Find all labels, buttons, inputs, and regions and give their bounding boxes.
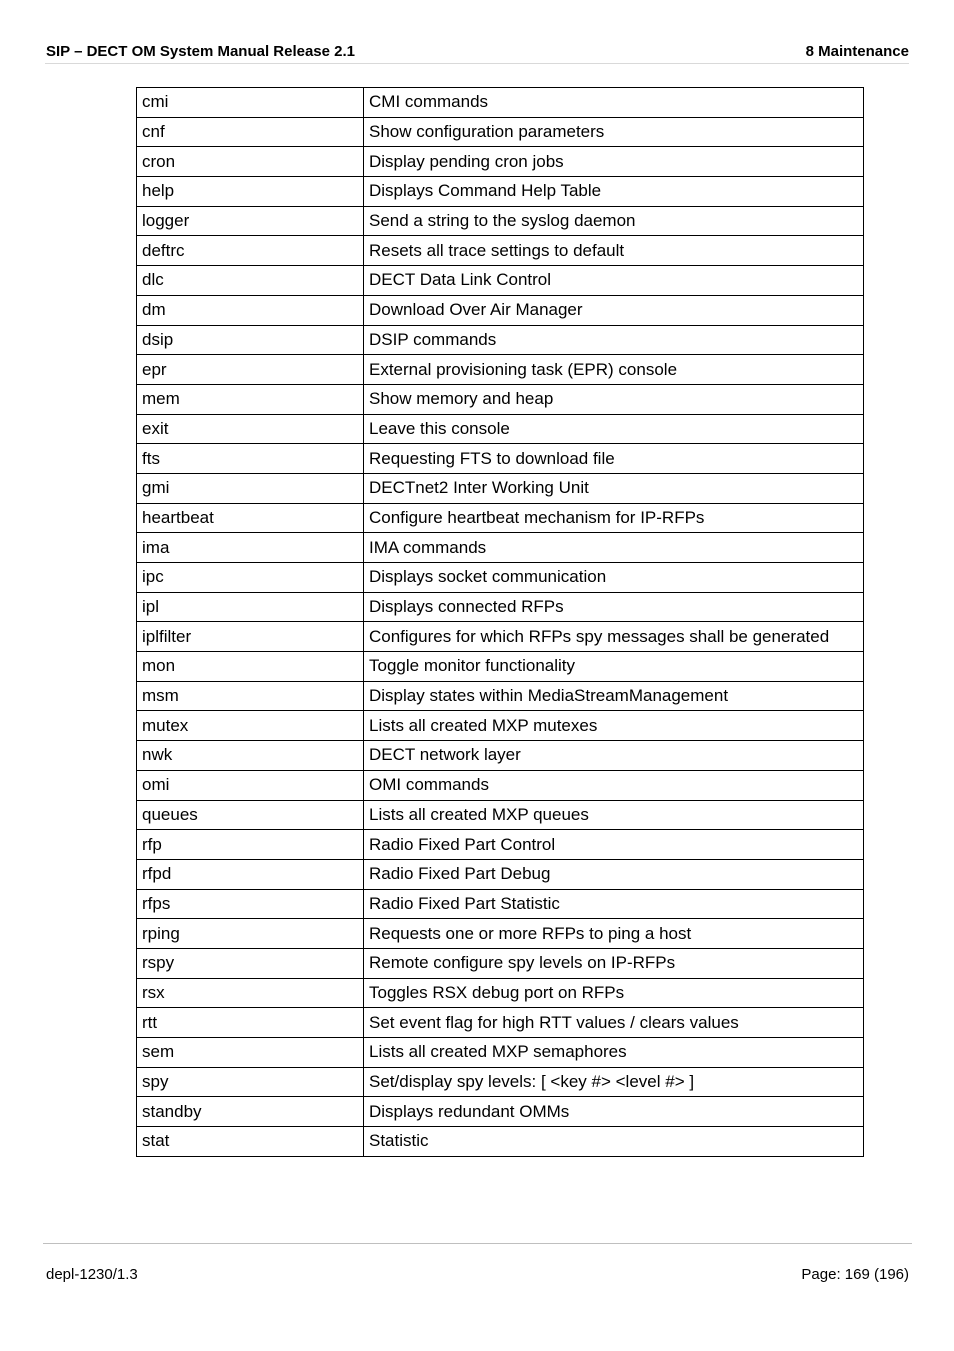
- table-row: [137, 652, 864, 682]
- table-row: [137, 681, 864, 711]
- table-row: [137, 117, 864, 147]
- command-name-cell: msm: [137, 681, 364, 711]
- command-description-cell: DECTnet2 Inter Working Unit: [364, 473, 864, 503]
- command-description-cell: CMI commands: [364, 88, 864, 118]
- command-name-cell: omi: [137, 770, 364, 800]
- table-row: [137, 770, 864, 800]
- command-description-cell: Statistic: [364, 1127, 864, 1157]
- document-id: depl-1230/1.3: [46, 1266, 138, 1283]
- chapter-title: 8 Maintenance: [805, 43, 909, 60]
- command-description-cell: External provisioning task (EPR) console: [364, 355, 864, 385]
- table-row: [137, 147, 864, 177]
- command-name-cell: rspy: [137, 948, 364, 978]
- command-description-cell: OMI commands: [364, 770, 864, 800]
- command-description-cell: Resets all trace settings to default: [364, 236, 864, 266]
- command-description-cell: Requests one or more RFPs to ping a host: [364, 919, 864, 949]
- command-description-cell: Displays socket communication: [364, 563, 864, 593]
- table-row: [137, 859, 864, 889]
- command-description-cell: DECT network layer: [364, 741, 864, 771]
- command-description-cell: Requesting FTS to download file: [364, 444, 864, 474]
- table-row: [137, 473, 864, 503]
- command-name-cell: stat: [137, 1127, 364, 1157]
- table-row: [137, 325, 864, 355]
- command-name-cell: fts: [137, 444, 364, 474]
- table-row: [137, 1127, 864, 1157]
- table-row: [137, 948, 864, 978]
- table-row: [137, 177, 864, 207]
- command-description-cell: IMA commands: [364, 533, 864, 563]
- command-name-cell: help: [137, 177, 364, 207]
- table-row: [137, 592, 864, 622]
- table-row: [137, 414, 864, 444]
- table-row: [137, 978, 864, 1008]
- command-description-cell: Radio Fixed Part Control: [364, 830, 864, 860]
- command-description-cell: Show memory and heap: [364, 384, 864, 414]
- command-name-cell: mon: [137, 652, 364, 682]
- command-description-cell: Lists all created MXP mutexes: [364, 711, 864, 741]
- command-name-cell: cron: [137, 147, 364, 177]
- command-name-cell: cmi: [137, 88, 364, 118]
- table-row: [137, 1038, 864, 1068]
- command-name-cell: rfpd: [137, 859, 364, 889]
- command-description-cell: DECT Data Link Control: [364, 266, 864, 296]
- command-description-cell: Leave this console: [364, 414, 864, 444]
- command-description-cell: Displays redundant OMMs: [364, 1097, 864, 1127]
- command-name-cell: ipc: [137, 563, 364, 593]
- table-row: [137, 830, 864, 860]
- table-row: [137, 1097, 864, 1127]
- command-name-cell: dlc: [137, 266, 364, 296]
- table-row: [137, 503, 864, 533]
- command-name-cell: iplfilter: [137, 622, 364, 652]
- command-description-cell: Show configuration parameters: [364, 117, 864, 147]
- page-header: [45, 41, 909, 64]
- command-name-cell: rfps: [137, 889, 364, 919]
- command-name-cell: spy: [137, 1067, 364, 1097]
- command-description-cell: Displays connected RFPs: [364, 592, 864, 622]
- command-description-cell: DSIP commands: [364, 325, 864, 355]
- table-row: [137, 919, 864, 949]
- command-name-cell: standby: [137, 1097, 364, 1127]
- table-row: [137, 889, 864, 919]
- command-description-cell: Lists all created MXP queues: [364, 800, 864, 830]
- command-name-cell: dsip: [137, 325, 364, 355]
- command-name-cell: gmi: [137, 473, 364, 503]
- command-name-cell: rtt: [137, 1008, 364, 1038]
- table-row: [137, 1008, 864, 1038]
- command-table: [136, 87, 864, 1157]
- command-description-cell: Download Over Air Manager: [364, 295, 864, 325]
- command-table-body: [137, 88, 864, 1157]
- table-row: [137, 266, 864, 296]
- command-description-cell: Set/display spy levels: [ <key #> <level #> ]: [364, 1067, 864, 1097]
- command-description-cell: Remote configure spy levels on IP-RFPs: [364, 948, 864, 978]
- table-row: [137, 711, 864, 741]
- command-description-cell: Send a string to the syslog daemon: [364, 206, 864, 236]
- command-name-cell: ipl: [137, 592, 364, 622]
- page-number: Page: 169 (196): [801, 1266, 909, 1283]
- document-title: SIP – DECT OM System Manual Release 2.1: [46, 43, 356, 60]
- footer-divider: [43, 1243, 912, 1244]
- command-description-cell: Toggle monitor functionality: [364, 652, 864, 682]
- table-row: [137, 88, 864, 118]
- command-name-cell: logger: [137, 206, 364, 236]
- command-name-cell: dm: [137, 295, 364, 325]
- command-description-cell: Configure heartbeat mechanism for IP-RFPs: [364, 503, 864, 533]
- table-row: [137, 206, 864, 236]
- command-name-cell: epr: [137, 355, 364, 385]
- table-row: [137, 563, 864, 593]
- command-name-cell: queues: [137, 800, 364, 830]
- table-row: [137, 444, 864, 474]
- command-name-cell: rsx: [137, 978, 364, 1008]
- command-description-cell: Radio Fixed Part Statistic: [364, 889, 864, 919]
- command-description-cell: Display states within MediaStreamManagement: [364, 681, 864, 711]
- table-row: [137, 741, 864, 771]
- command-description-cell: Displays Command Help Table: [364, 177, 864, 207]
- command-description-cell: Configures for which RFPs spy messages shall be generated: [364, 622, 864, 652]
- command-name-cell: rping: [137, 919, 364, 949]
- table-row: [137, 622, 864, 652]
- command-description-cell: Set event flag for high RTT values / clears values: [364, 1008, 864, 1038]
- table-row: [137, 533, 864, 563]
- command-name-cell: nwk: [137, 741, 364, 771]
- command-name-cell: exit: [137, 414, 364, 444]
- table-row: [137, 355, 864, 385]
- table-row: [137, 384, 864, 414]
- table-row: [137, 1067, 864, 1097]
- table-row: [137, 800, 864, 830]
- command-name-cell: sem: [137, 1038, 364, 1068]
- command-name-cell: mutex: [137, 711, 364, 741]
- command-description-cell: Radio Fixed Part Debug: [364, 859, 864, 889]
- command-name-cell: ima: [137, 533, 364, 563]
- command-name-cell: cnf: [137, 117, 364, 147]
- command-name-cell: rfp: [137, 830, 364, 860]
- table-row: [137, 295, 864, 325]
- command-name-cell: deftrc: [137, 236, 364, 266]
- table-row: [137, 236, 864, 266]
- command-description-cell: Lists all created MXP semaphores: [364, 1038, 864, 1068]
- command-name-cell: heartbeat: [137, 503, 364, 533]
- command-description-cell: Toggles RSX debug port on RFPs: [364, 978, 864, 1008]
- command-name-cell: mem: [137, 384, 364, 414]
- command-description-cell: Display pending cron jobs: [364, 147, 864, 177]
